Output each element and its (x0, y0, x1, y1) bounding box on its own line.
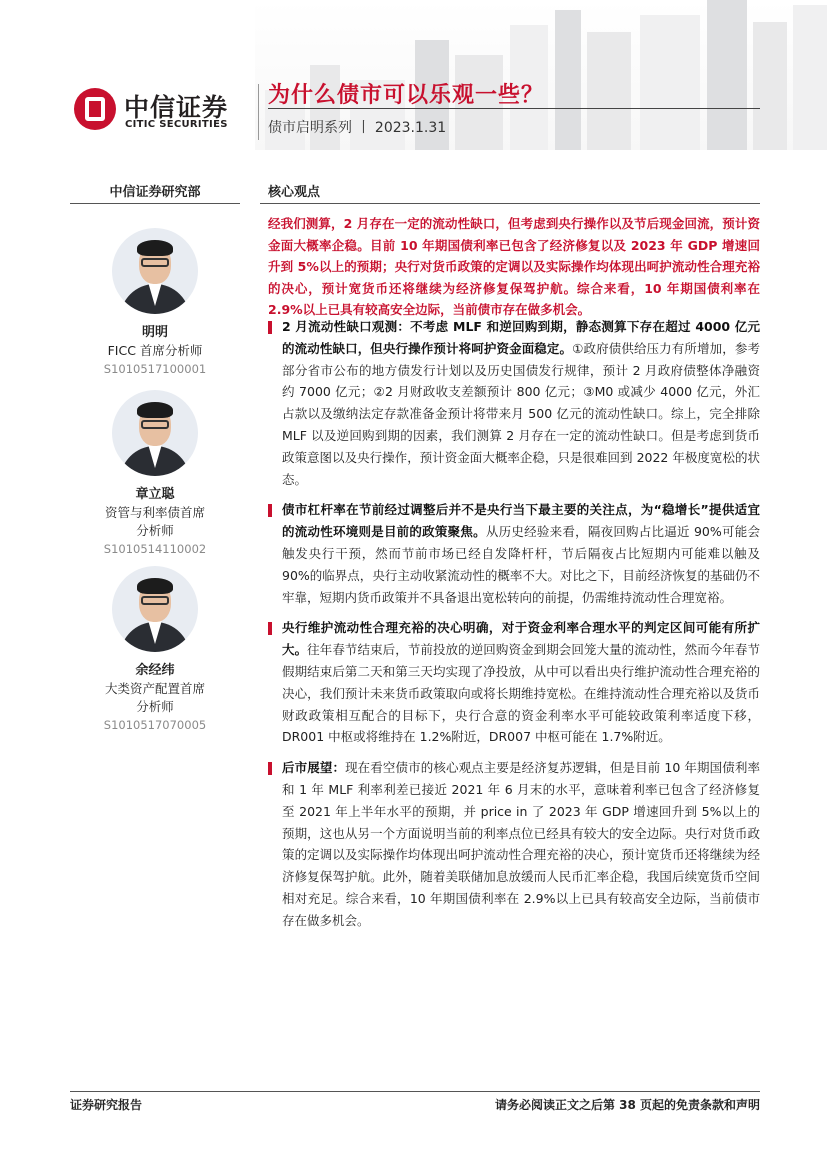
analyst-name: 明明 (141, 325, 168, 340)
report-date: 2023.1.31 (374, 120, 447, 136)
key-point (268, 617, 760, 748)
right-rule (260, 203, 760, 204)
analyst-title: FICC 首席分析师 (107, 343, 203, 358)
analyst-card (70, 390, 240, 558)
report-subtitle (268, 117, 446, 137)
analyst-cert-id: S1010514110002 (103, 542, 207, 556)
header-divider (258, 84, 259, 140)
analyst-cert-id: S1010517070005 (103, 718, 207, 732)
title-rule (268, 108, 760, 109)
series-name: 债市启明系列 (268, 120, 352, 136)
logo-english-text: CITIC SECURITIES (125, 119, 228, 130)
analyst-photo (112, 228, 198, 314)
footer-rule (70, 1091, 760, 1092)
key-point-body: 现在看空债市的核心观点主要是经济复苏逻辑，但是目前 10 年期国债利率和 1 年 MLF 利率利差已接近 2021 年 6 月末的水平，意味着利率已包含了经济修复至 2021 年上半年水平的预期，并 price in 了 2023 年 GDP 增速回升到 5%以上的预期，这也从另一个方面说明当前的利率点位已经具有较大的安全边际。央行对货币政策的定调以及实际操作均体现出呵护流动性合理充裕的决心，预计宽货币还将继续为经济修复保驾护航。此外，随着美联储加息放缓而人民币汇率企稳，我国后续宽货币空间相对充足。综合来看，10 年期国债利率在 2.9%以上已具有较高安全边际，当前债市存在做多机会。 (282, 760, 760, 928)
key-point-lead: 央行维护流动性合理充裕的决心明确，对于资金利率合理水平的判定区间可能有所扩大。 (282, 620, 760, 658)
key-points-list (268, 316, 760, 941)
core-view-label: 核心观点 (268, 185, 321, 200)
key-point-lead: 后市展望： (282, 760, 346, 776)
logo-chinese-text: 中信证券 (124, 93, 229, 122)
left-rule (70, 203, 240, 204)
subtitle-separator: 丨 (356, 120, 371, 136)
key-point-body: 从历史经验来看，隔夜回购占比逼近 90%可能会触发央行干预，然而节前市场已经自发降杆杆，节后隔夜占比短期内可能难以触及 90%的临界点，央行主动收紧流动性的概率不大。对比之下，目前经济恢复的基础仍不牢靠，短期内货币政策并不具备退出宽松转向的前提，仍需维持流动性合理宽裕。 (282, 524, 760, 605)
analyst-cert-id: S1010517100001 (103, 362, 207, 376)
analyst-photo (112, 390, 198, 476)
analyst-title: 大类资产配置首席 (104, 681, 205, 696)
analyst-card (70, 228, 240, 378)
analyst-name: 余经纬 (135, 663, 175, 678)
key-point (268, 316, 760, 490)
citic-logo-icon (74, 88, 116, 130)
key-point-body: 往年春节结束后，节前投放的逆回购资金到期会回笼大量的流动性，然而今年春节假期结束后第二天和第三天均实现了净投放，从中可以看出央行维护流动性合理充裕的决心，我们预计未来货币政策取向或将长期维持宽松。在维持流动性合理充裕以及货币财政政策相互配合的目标下，央行合意的资金利率水平可能较政策利率适度下移，DR001 中枢或将维持在 1.2%附近，DR007 中枢可能在 1.7%附近。 (282, 642, 760, 745)
key-point (268, 499, 760, 608)
analyst-title: 资管与利率债首席 (104, 505, 205, 520)
key-point (268, 757, 760, 931)
report-title: 为什么债市可以乐观一些？ (268, 83, 545, 108)
analyst-title-line-2: 分析师 (136, 699, 174, 714)
analyst-photo (112, 566, 198, 652)
key-point-body: ①政府债供给压力有所增加，参考部分省市公布的地方债发行计划以及历史国债发行规律，预计 2 月政府债整体净融资约 7000 亿元；②2 月财政收支差额预计 800 亿元；③M0 或减少 4000 亿元，外汇占款以及缴纳法定存款准备金预计将带来月 500 亿元的流动性缺口。综上，完全排除 MLF 以及逆回购到期的因素，我们测算 2 月存在一定的流动性缺口。但是考虑到货币政策意图以及央行操作，预计资金面大概率企稳，只是很难回到 2022 年极度宽松的状态。 (282, 340, 760, 487)
key-point-lead: 债市杠杆率在节前经过调整后并不是央行当下最主要的关注点，为“稳增长”提供适宜的流动性环境则是目前的政策聚焦。 (282, 502, 760, 540)
research-dept-label: 中信证券研究部 (109, 185, 201, 200)
analyst-title-line-2: 分析师 (136, 523, 174, 538)
analyst-card (70, 566, 240, 734)
key-point-lead: 2 月流动性缺口观测：不考虑 MLF 和逆回购到期，静态测算下存在超过 4000 亿元的流动性缺口，但央行操作预计将呵护资金面稳定。 (282, 319, 760, 356)
citic-logo (70, 88, 260, 134)
analyst-name: 章立聪 (135, 487, 175, 502)
footer-report-type: 证券研究报告 (70, 1098, 143, 1112)
core-view-summary: 经我们测算，2 月存在一定的流动性缺口，但考虑到央行操作以及节后现金回流，预计资金面大概率企稳。目前 10 年期国债利率已包含了经济修复以及 2023 年 GDP 增速回升到 5%以上的预期；央行对货币政策的定调以及实际操作均体现出呵护流动性合理充裕的决心，预计宽货币还将继续为经济修复保驾护航。综合来看，10 年期国债利率在 2.9%以上已具有较高安全边际，当前债市存在做多机会。 (268, 216, 760, 318)
footer-disclaimer-note: 请务必阅读正文之后第 38 页起的免责条款和声明 (494, 1098, 760, 1112)
